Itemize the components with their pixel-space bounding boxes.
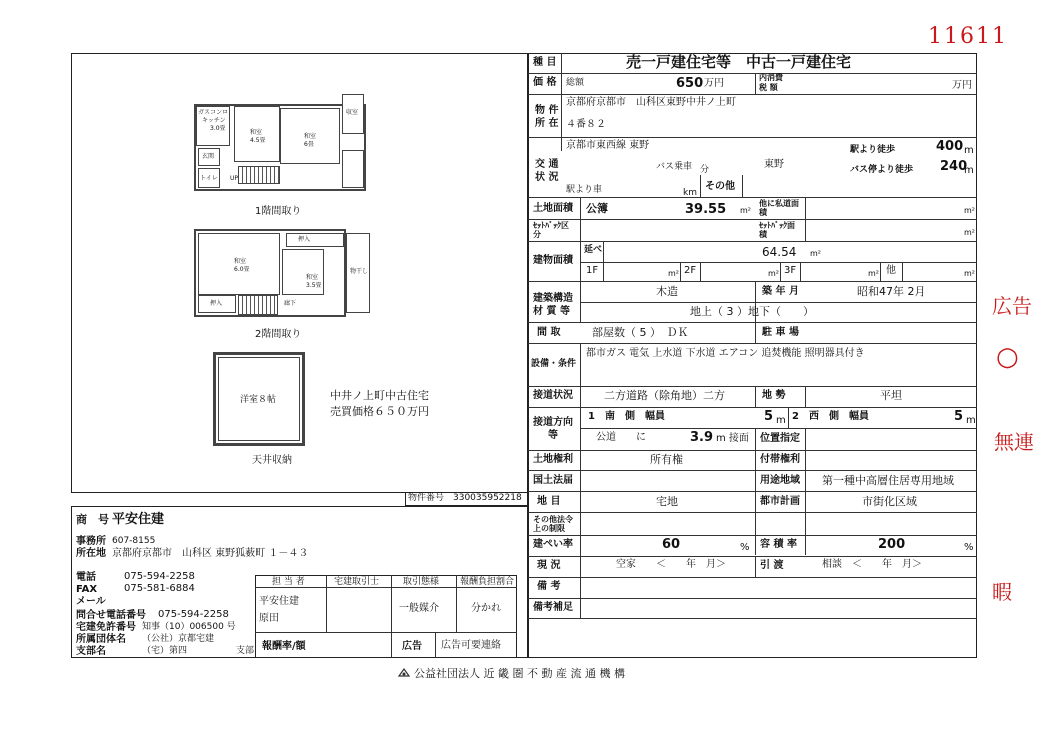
property-number: 330035952218 <box>453 493 522 503</box>
floor1-plan: ガスコンロ キッチン 3.0畳 和室 4.5畳 和室 6畳 収室 玄関 トイレ UP <box>194 94 366 191</box>
handwritten-number: 11611 <box>928 24 1008 49</box>
footer-association: 公益社団法人 近 畿 圏 不 動 産 流 通 機 構 <box>414 667 625 680</box>
plan-caption-line2: 売買価格６５０万円 <box>330 405 429 418</box>
station-line: 京都市東西線 東野 <box>566 140 650 151</box>
total-floor-area: 64.54 <box>762 245 797 259</box>
floor-area-ratio: 200 <box>878 537 906 552</box>
transaction-mode: 一般媒介 <box>399 603 439 614</box>
floor3-label: 天井収納 <box>252 455 292 466</box>
road1-width: 5 <box>764 409 774 424</box>
location-line2: ４番８２ <box>566 119 606 130</box>
price-value: 650 <box>676 76 704 91</box>
plan-caption-line1: 中井ノ上町中古住宅 <box>330 389 429 402</box>
road-status: 二方道路（除角地）二方 <box>604 389 725 402</box>
inquiry-tel: 075-594-2258 <box>158 609 229 620</box>
fee-ratio: 分かれ <box>471 603 501 614</box>
handover: 相談 ＜ 年 月＞ <box>822 559 922 570</box>
built-date: 昭和47年 2月 <box>857 285 926 298</box>
handwritten-note-mark: 暇 <box>992 580 1012 604</box>
license-number: 知事（10）006500 号 <box>142 622 236 632</box>
floor1-label: 1階間取り <box>255 206 302 217</box>
agent-fax: 075-581-6884 <box>124 583 195 594</box>
road2-width: 5 <box>954 409 964 424</box>
floor2-plan: 押入 和室 6.0畳 和室 3.5畳 物干し 押入 廊下 <box>194 229 372 319</box>
bus-stop: 東野 <box>764 159 784 170</box>
road2-direction: 2 西 側 幅員 <box>792 411 869 422</box>
floor2-label: 2階間取り <box>255 329 302 340</box>
layout: 部屋数（ 5 ） ＤＫ <box>592 326 689 339</box>
staff-company: 平安住建 <box>259 596 299 607</box>
land-category: 宅地 <box>656 495 678 508</box>
structure: 木造 <box>656 285 678 298</box>
agent-address: 京都府京都市 山科区 東野狐薮町 １－４３ <box>112 548 309 559</box>
ad-status: 広告可要連絡 <box>441 640 501 651</box>
use-zone: 第一種中高層住居専用地域 <box>822 474 954 487</box>
property-number-label: 物件番号 <box>408 493 445 503</box>
facilities: 都市ガス 電気 上水道 下水道 エアコン 追焚機能 照明器具付き <box>586 348 865 359</box>
building-coverage: 60 <box>662 537 681 552</box>
staff-name: 原田 <box>259 613 279 624</box>
floors: 地上（ 3 ）地下（ ） <box>690 305 814 318</box>
agent-tel: 075-594-2258 <box>124 571 195 582</box>
terrain: 平坦 <box>880 389 902 402</box>
handwritten-note-contact: 無連 <box>994 430 1034 454</box>
company-name: 平安住建 <box>112 512 165 527</box>
handwritten-note-circle: ○ <box>996 342 1019 372</box>
city-plan: 市街化区域 <box>862 495 917 508</box>
land-area: 39.55 <box>685 202 727 217</box>
station-walk: 400 <box>936 139 964 154</box>
floor3-room: 洋室８帖 <box>240 395 277 405</box>
land-right: 所有権 <box>650 453 683 466</box>
association-logo <box>398 668 410 678</box>
location-line1: 京都府京都市 山科区東野中井ノ上町 <box>566 97 736 108</box>
handwritten-note-ad: 広告 <box>992 294 1032 318</box>
road1-direction: 1 南 側 幅員 <box>588 411 665 422</box>
road-contact: 3.9 <box>690 430 714 445</box>
property-type: 売一戸建住宅等 中古一戸建住宅 <box>626 53 852 71</box>
bus-walk: 240 <box>940 159 968 174</box>
current-status: 空家 ＜ 年 月＞ <box>616 559 726 570</box>
